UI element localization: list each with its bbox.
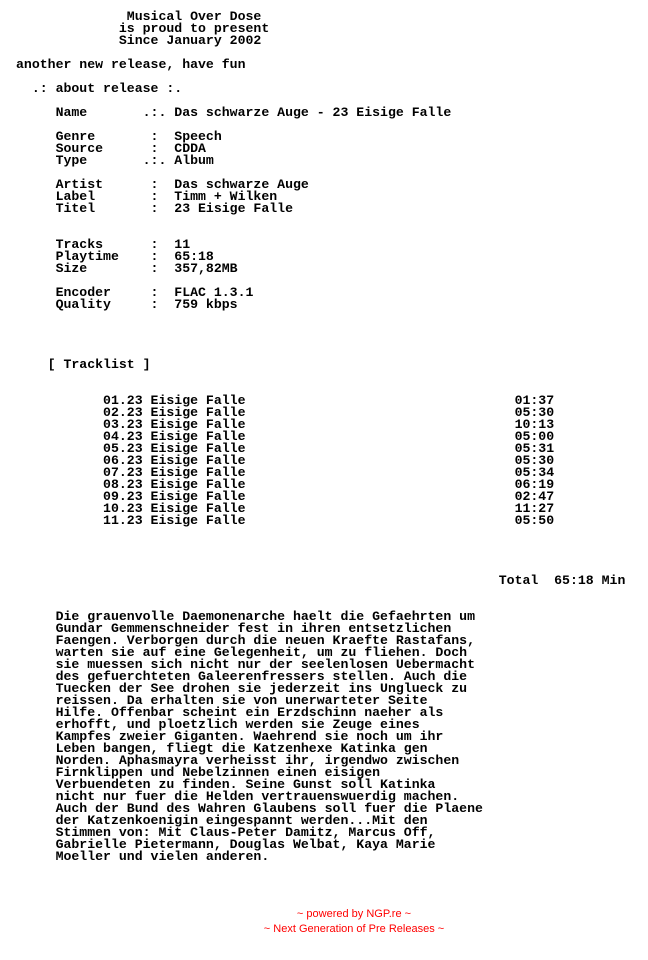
track-row: 03.23 Eisige Falle 10:13 [16,417,555,432]
description-line: Firnklippen und Nebelzinnen einen eisigen [16,765,381,780]
track-row: 02.23 Eisige Falle 05:30 [16,405,555,420]
description-line: Faengen. Verborgen durch die neuen Kraefte Rastafans, [16,633,475,648]
description-line: Kampfes zweier Giganten. Waehrend sie noch um ihr [16,729,444,744]
total-playtime: Total 65:18 Min [16,573,626,588]
track-row: 04.23 Eisige Falle 05:00 [16,429,555,444]
release-source: Source : CDDA [16,141,206,156]
description-line: Hilfe. Offenbar scheint ein Erzdschinn naeher als [16,705,444,720]
release-quality: Quality : 759 kbps [16,297,238,312]
description-line: Tuecken der See drohen sie jederzeit ins Unglueck zu [16,681,468,696]
track-row: 07.23 Eisige Falle 05:34 [16,465,555,480]
release-artist: Artist : Das schwarze Auge [16,177,309,192]
footer-powered-by: ~ powered by NGP.re ~ [296,908,412,920]
description-line: Gundar Gemmenschneider fest in ihren entsetzlichen [16,621,452,636]
track-row: 10.23 Eisige Falle 11:27 [16,501,555,516]
track-row: 05.23 Eisige Falle 05:31 [16,441,555,456]
tracklist [16,395,625,527]
description-line: der Katzenkoenigin eingespannt werden...Mit den [16,813,428,828]
track-row: 06.23 Eisige Falle 05:30 [16,453,555,468]
track-row: 11.23 Eisige Falle 05:50 [16,513,555,528]
description-line: Auch der Bund des Wahren Glaubens soll fuer die Plaene [16,801,483,816]
release-playtime: Playtime : 65:18 [16,249,214,264]
description-line: des gefuerchteten Galeerenfressers stellen. Auch die [16,669,468,684]
release-name: Name .:. Das schwarze Auge - 23 Eisige Falle [16,105,452,120]
release-type: Type .:. Album [16,153,214,168]
description-line: Moeller und vielen anderen. [16,849,270,864]
release-encoder: Encoder : FLAC 1.3.1 [16,285,254,300]
about-heading: .: about release :. [16,81,183,96]
intro-line: another new release, have fun [16,57,246,72]
release-tracks: Tracks : 11 [16,237,191,252]
description-line: Leben bangen, fliegt die Katzenhexe Katinka gen [16,741,428,756]
tracklist-heading: [ Tracklist ] [16,357,151,372]
footer-tagline: ~ Next Generation of Pre Releases ~ [263,923,445,935]
release-titel: Titel : 23 Eisige Falle [16,201,293,216]
release-size: Size : 357,82MB [16,261,238,276]
nfo-text-block [16,11,625,863]
description-line: sie muessen sich nicht nur der seelenlosen Uebermacht [16,657,475,672]
header-line-2: is proud to present [16,21,270,36]
description-line: Norden. Aphasmayra verheisst ihr, irgendwo zwischen [16,753,460,768]
header-line-3: Since January 2002 [16,33,262,48]
description-line: erhofft, und ploetzlich werden sie Zeuge eines [16,717,420,732]
release-label: Label : Timm + Wilken [16,189,278,204]
description-line: reissen. Da erhalten sie von unerwarteter Seite [16,693,428,708]
description-line: warten sie auf eine Gelegenheit, um zu fliehen. Doch [16,645,468,660]
description-line: Die grauenvolle Daemonenarche haelt die Gefaehrten um [16,609,475,624]
description-line: Gabrielle Pietermann, Douglas Welbat, Kaya Marie [16,837,436,852]
track-row: 09.23 Eisige Falle 02:47 [16,489,555,504]
description-line: nicht nur fuer die Helden vertrauenswuerdig machen. [16,789,460,804]
track-row: 08.23 Eisige Falle 06:19 [16,477,555,492]
header-line-1: Musical Over Dose [16,9,262,24]
description-line: Stimmen von: Mit Claus-Peter Damitz, Marcus Off, [16,825,436,840]
release-genre: Genre : Speech [16,129,222,144]
description-line: Verbuendeten zu finden. Seine Gunst soll Katinka [16,777,436,792]
track-row: 01.23 Eisige Falle 01:37 [16,393,555,408]
